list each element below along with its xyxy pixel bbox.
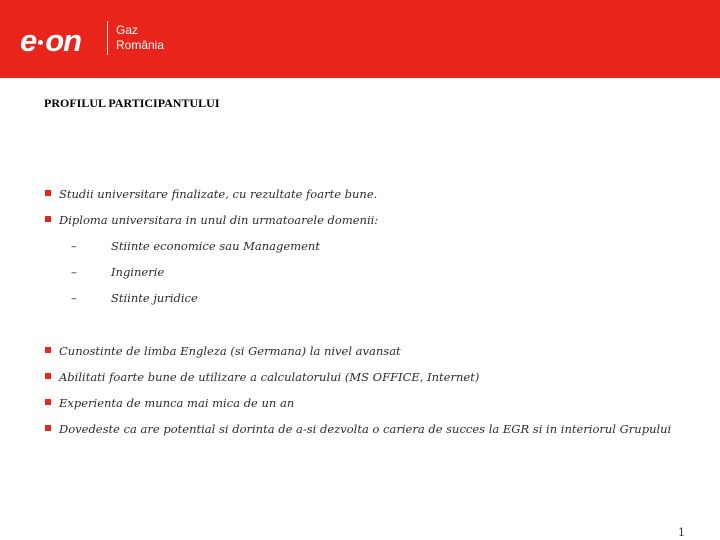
sub-item-text: Stiinte economice sau Management [111, 239, 320, 253]
header-bar [0, 0, 720, 78]
logo-dot-icon [38, 40, 43, 45]
dash-bullet: – [71, 239, 77, 253]
list-item [44, 416, 704, 442]
square-bullet-icon [45, 425, 51, 431]
bullet-list-bottom [44, 338, 704, 442]
page-number: 1 [678, 526, 685, 539]
square-bullet-icon [45, 399, 51, 405]
list-item [44, 364, 704, 390]
list-item-text: Studii universitare finalizate, cu rezultate foarte bune. [59, 187, 378, 201]
square-bullet-icon [45, 373, 51, 379]
logo-text-right: on [45, 22, 82, 58]
dash-bullet: – [71, 265, 77, 279]
list-item-text: Cunostinte de limba Engleza (si Germana) la nivel avansat [59, 344, 401, 358]
list-item-text: Dovedeste ca are potential si dorinta de a-si dezvolta o cariera de succes la EGR si in interiorul Grupului [59, 422, 672, 436]
list-item [44, 181, 704, 207]
brand-subtitle [116, 23, 164, 53]
brand-line-1: Gaz [116, 23, 139, 37]
eon-logo [20, 22, 81, 58]
list-item-text: Experienta de munca mai mica de un an [59, 396, 295, 410]
list-item [44, 390, 704, 416]
brand-line-2: România [116, 38, 165, 52]
square-bullet-icon [45, 190, 51, 196]
square-bullet-icon [45, 347, 51, 353]
list-item-text: Diploma universitara in unul din urmatoarele domenii: [59, 213, 379, 227]
bullet-list-top [44, 181, 704, 233]
sub-item-text: Inginerie [111, 265, 165, 279]
list-item [44, 207, 704, 233]
logo-text-left: e [20, 22, 37, 58]
square-bullet-icon [45, 216, 51, 222]
logo-separator [107, 21, 108, 55]
page-title: PROFILUL PARTICIPANTULUI [44, 96, 220, 110]
dash-bullet: – [71, 291, 77, 305]
list-item-text: Abilitati foarte bune de utilizare a calculatorului (MS OFFICE, Internet) [59, 370, 480, 384]
sub-item-text: Stiinte juridice [111, 291, 198, 305]
list-item [44, 338, 704, 364]
